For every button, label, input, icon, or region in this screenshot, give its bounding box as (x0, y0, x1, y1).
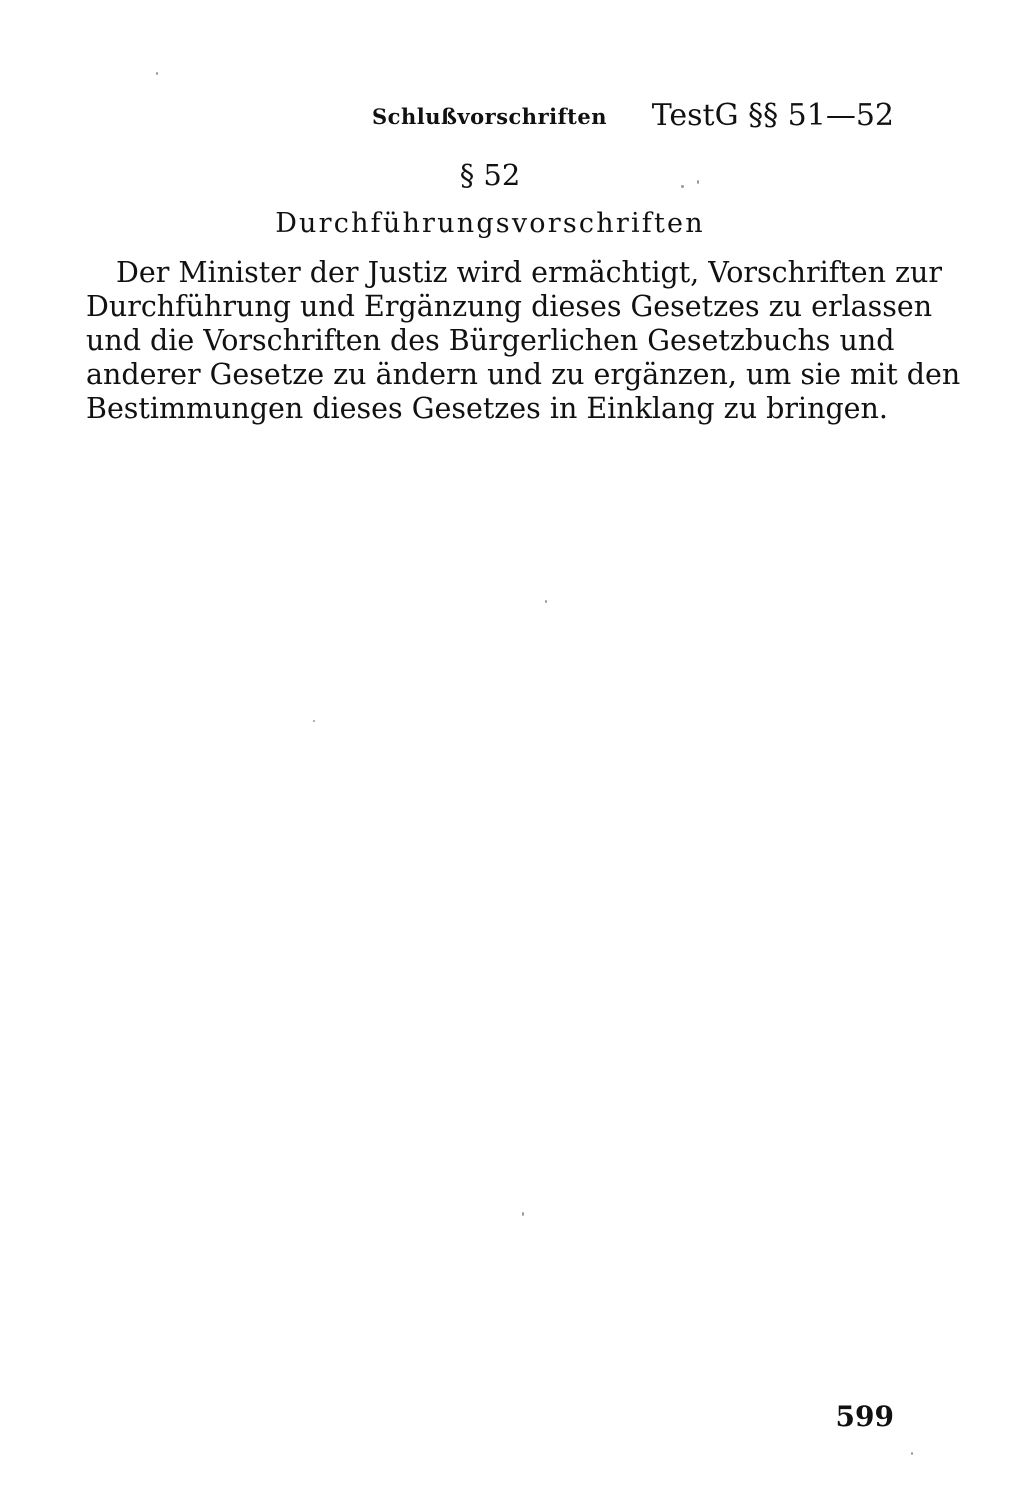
section-number: § 52 (459, 158, 521, 192)
scan-speck (156, 72, 158, 75)
page-number: 599 (835, 1400, 894, 1433)
running-header (372, 98, 894, 138)
running-header-sections: TestG §§ 51—52 (651, 98, 894, 133)
scan-speck (545, 600, 547, 603)
body-line: Durchführung und Ergänzung dieses Gesetzes zu erlassen (86, 290, 933, 323)
section-body (86, 256, 961, 426)
body-line: anderer Gesetze zu ändern und zu ergänzen, um sie mit den (86, 358, 961, 391)
body-line: und die Vorschriften des Bürgerlichen Gesetzbuchs und (86, 324, 895, 357)
running-header-chapter: Schlußvorschriften (372, 104, 607, 129)
scan-speck (681, 185, 684, 188)
scan-speck (313, 720, 315, 722)
section-title: Durchführungsvorschriften (275, 208, 705, 239)
body-line: Bestimmungen dieses Gesetzes in Einklang zu bringen. (86, 392, 888, 425)
scan-speck (697, 180, 699, 184)
body-line: Der Minister der Justiz wird ermächtigt, Vorschriften zur (116, 256, 942, 289)
scan-speck (911, 1452, 913, 1455)
scan-speck (522, 1212, 524, 1216)
